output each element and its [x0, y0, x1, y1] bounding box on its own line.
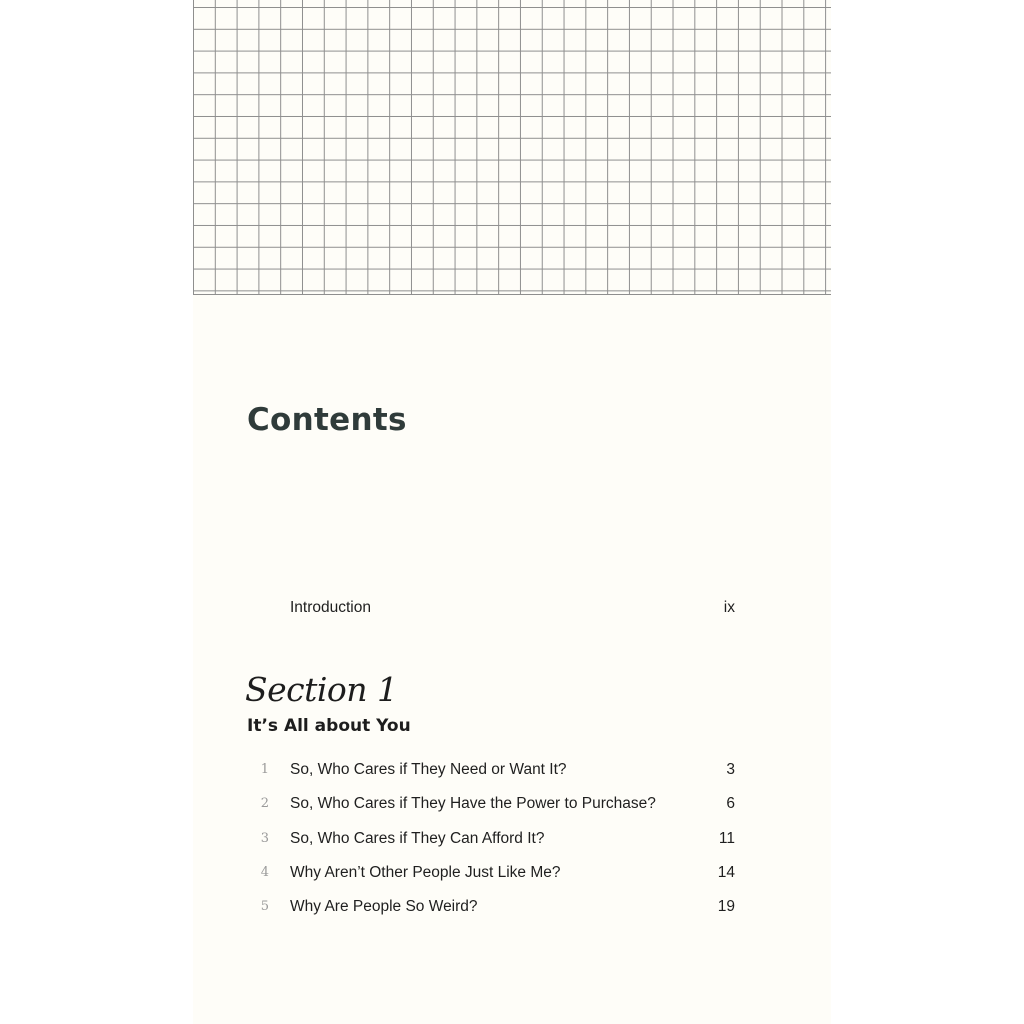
- toc-entry-introduction[interactable]: [247, 599, 735, 623]
- chapter-page: 19: [717, 898, 735, 915]
- chapter-number: 3: [260, 831, 269, 846]
- toc-entry[interactable]: [247, 830, 735, 854]
- chapter-number: 5: [260, 899, 269, 914]
- chapter-number: 2: [260, 796, 269, 811]
- toc-entry[interactable]: [247, 795, 735, 819]
- chapter-page: 3: [726, 761, 735, 778]
- chapter-number: 1: [260, 762, 269, 777]
- graph-paper-grid: [193, 0, 831, 295]
- chapter-page: 11: [718, 830, 735, 847]
- contents-heading: Contents: [247, 402, 407, 438]
- chapter-title: So, Who Cares if They Have the Power to Purchase?: [290, 795, 656, 812]
- chapter-number: 4: [260, 865, 269, 880]
- section-title: It’s All about You: [247, 716, 411, 736]
- book-page: [193, 0, 831, 1024]
- chapter-title: So, Who Cares if They Can Afford It?: [290, 830, 545, 847]
- chapter-title: Why Are People So Weird?: [290, 898, 478, 915]
- chapter-title: So, Who Cares if They Need or Want It?: [290, 761, 567, 778]
- section-label: Section 1: [245, 670, 398, 709]
- toc-entry[interactable]: [247, 898, 735, 922]
- chapter-page: 6: [726, 795, 735, 812]
- toc-entry-page: ix: [723, 599, 735, 616]
- toc-entry[interactable]: [247, 761, 735, 785]
- toc-entry[interactable]: [247, 864, 735, 888]
- toc-entry-title: Introduction: [290, 599, 371, 616]
- chapter-page: 14: [717, 864, 735, 881]
- chapter-title: Why Aren’t Other People Just Like Me?: [290, 864, 561, 881]
